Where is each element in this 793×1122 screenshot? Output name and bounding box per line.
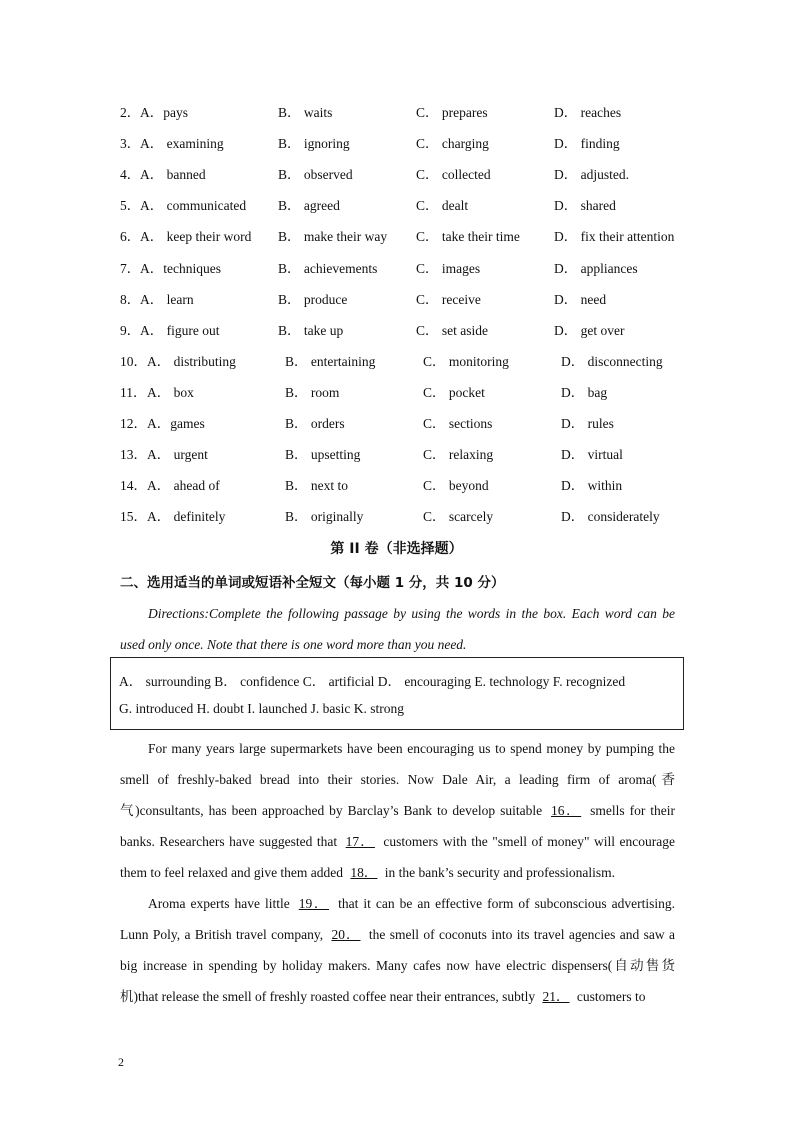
option-b: B． ignoring [278, 136, 350, 152]
option-d: D． reaches [554, 105, 622, 120]
option-a: A． banned [140, 167, 206, 183]
directions-text: Directions:Complete the following passage by using the words in the box. Each word can be used only once. Note that there is one word more than you need. [120, 606, 675, 652]
option-d: D． rules [561, 416, 614, 431]
question-number: 10． [120, 353, 147, 369]
passage-text: that it can be an effective form of subconscious advertising. Lunn Poly, a British travel company, [120, 896, 676, 942]
passage-text: Aroma experts have little [148, 896, 295, 911]
option-d: D． within [561, 478, 623, 494]
option-a: A．techniques [140, 260, 221, 276]
question-number: 12． [120, 416, 147, 431]
option-d: D． considerately [561, 509, 660, 525]
question-number: 13． [120, 447, 147, 463]
word-box [110, 657, 684, 730]
option-c: C． monitoring [423, 353, 509, 369]
option-d: D． finding [554, 136, 620, 152]
option-d: D． appliances [554, 260, 638, 276]
question-number: 15． [120, 509, 147, 525]
option-a: A． figure out [140, 322, 220, 338]
option-c: C． sections [423, 416, 493, 431]
section-title: 第 II 卷（非选择题） [330, 541, 463, 557]
option-b: B． produce [278, 291, 348, 307]
option-c: C． scarcely [423, 509, 494, 525]
blank-21: 21． [542, 989, 570, 1004]
option-c: C． prepares [416, 105, 488, 120]
question-number: 7． [120, 260, 141, 276]
option-c: C． take their time [416, 229, 520, 245]
question-number: 8． [120, 291, 141, 307]
option-a: A．pays [140, 105, 188, 120]
option-d: D． get over [554, 322, 625, 338]
passage-text: in the bank’s security and professionalism. [381, 865, 616, 880]
passage-text: For many years large supermarkets have been encouraging us to spend money by pumping the smell of freshly-baked bread into their stories. Now Dale Air, a leading firm of aroma(香气)consultants, has been approached by Barclay’s Bank to develop suitable [120, 741, 675, 818]
option-c: C． relaxing [423, 447, 494, 463]
page-number: 2 [118, 1055, 124, 1069]
option-b: B． originally [285, 509, 364, 525]
option-d: D． shared [554, 198, 616, 214]
option-b: B． orders [285, 416, 345, 431]
blank-18: 18． [350, 865, 378, 880]
option-b: B． observed [278, 167, 353, 183]
option-b: B． next to [285, 478, 348, 494]
option-b: B． agreed [278, 198, 340, 214]
passage-text: the smell of coconuts into its travel agencies and saw a big increase in spending by holiday makers. Many cafes now have electric dispensers(自动售货机)that release the smell of freshly roasted coffee near their entrances, subtly [120, 927, 675, 1004]
option-c: C． pocket [423, 384, 485, 400]
passage-paragraph-1 [120, 733, 675, 888]
passage-text: customers to [573, 989, 646, 1004]
option-a: A． communicated [140, 198, 247, 214]
option-d: D． need [554, 291, 607, 307]
question-number: 3． [120, 136, 141, 152]
passage-paragraph-2 [120, 888, 675, 1012]
part-heading: 二、选用适当的单词或短语补全短文（每小题 1 分，共 10 分） [120, 575, 505, 591]
option-b: B． make their way [278, 229, 388, 245]
option-c: C． dealt [416, 198, 469, 214]
option-a: A． examining [140, 136, 224, 152]
option-c: C． charging [416, 136, 489, 152]
option-b: B． achievements [278, 260, 378, 276]
word-box-line-1: A． surrounding B． confidence C． artificial D． encouraging E. technology F. recognized [119, 674, 626, 689]
option-a: A．games [147, 416, 205, 431]
option-a: A． distributing [147, 353, 236, 369]
passage-text: customers with the "smell of money" will encourage them to feel relaxed and give them added [120, 834, 675, 880]
question-number: 2． [120, 105, 141, 120]
option-c: C． collected [416, 167, 491, 183]
word-box-line-2: G. introduced H. doubt I. launched J. basic K. strong [119, 701, 404, 716]
option-b: B． entertaining [285, 353, 376, 369]
option-a: A． box [147, 384, 194, 400]
option-a: A． learn [140, 291, 194, 307]
question-number: 4． [120, 167, 141, 183]
option-c: C． set aside [416, 322, 488, 338]
option-d: D． bag [561, 384, 608, 400]
option-b: B． room [285, 384, 340, 400]
option-a: A． definitely [147, 509, 226, 525]
option-b: B． take up [278, 322, 344, 338]
question-number: 5． [120, 198, 141, 214]
option-a: A． ahead of [147, 478, 220, 494]
option-c: C． images [416, 260, 481, 276]
option-c: C． beyond [423, 478, 489, 494]
blank-20: 20． [331, 927, 361, 942]
option-d: D． virtual [561, 447, 623, 463]
question-number: 11． [120, 384, 147, 400]
option-a: A． keep their word [140, 229, 252, 245]
question-number: 14． [120, 478, 147, 494]
option-d: D． adjusted. [554, 167, 629, 183]
option-d: D． fix their attention [554, 229, 675, 245]
passage-text: smells for their banks. Researchers have suggested that [120, 803, 676, 849]
option-c: C． receive [416, 291, 481, 307]
blank-17: 17． [345, 834, 375, 849]
question-number: 6． [120, 229, 141, 245]
blank-16: 16． [551, 803, 582, 818]
option-d: D． disconnecting [561, 353, 663, 369]
option-a: A． urgent [147, 447, 208, 463]
blank-19: 19． [298, 896, 330, 911]
option-b: B． upsetting [285, 447, 361, 463]
option-b: B． waits [278, 105, 333, 120]
question-number: 9． [120, 322, 141, 338]
